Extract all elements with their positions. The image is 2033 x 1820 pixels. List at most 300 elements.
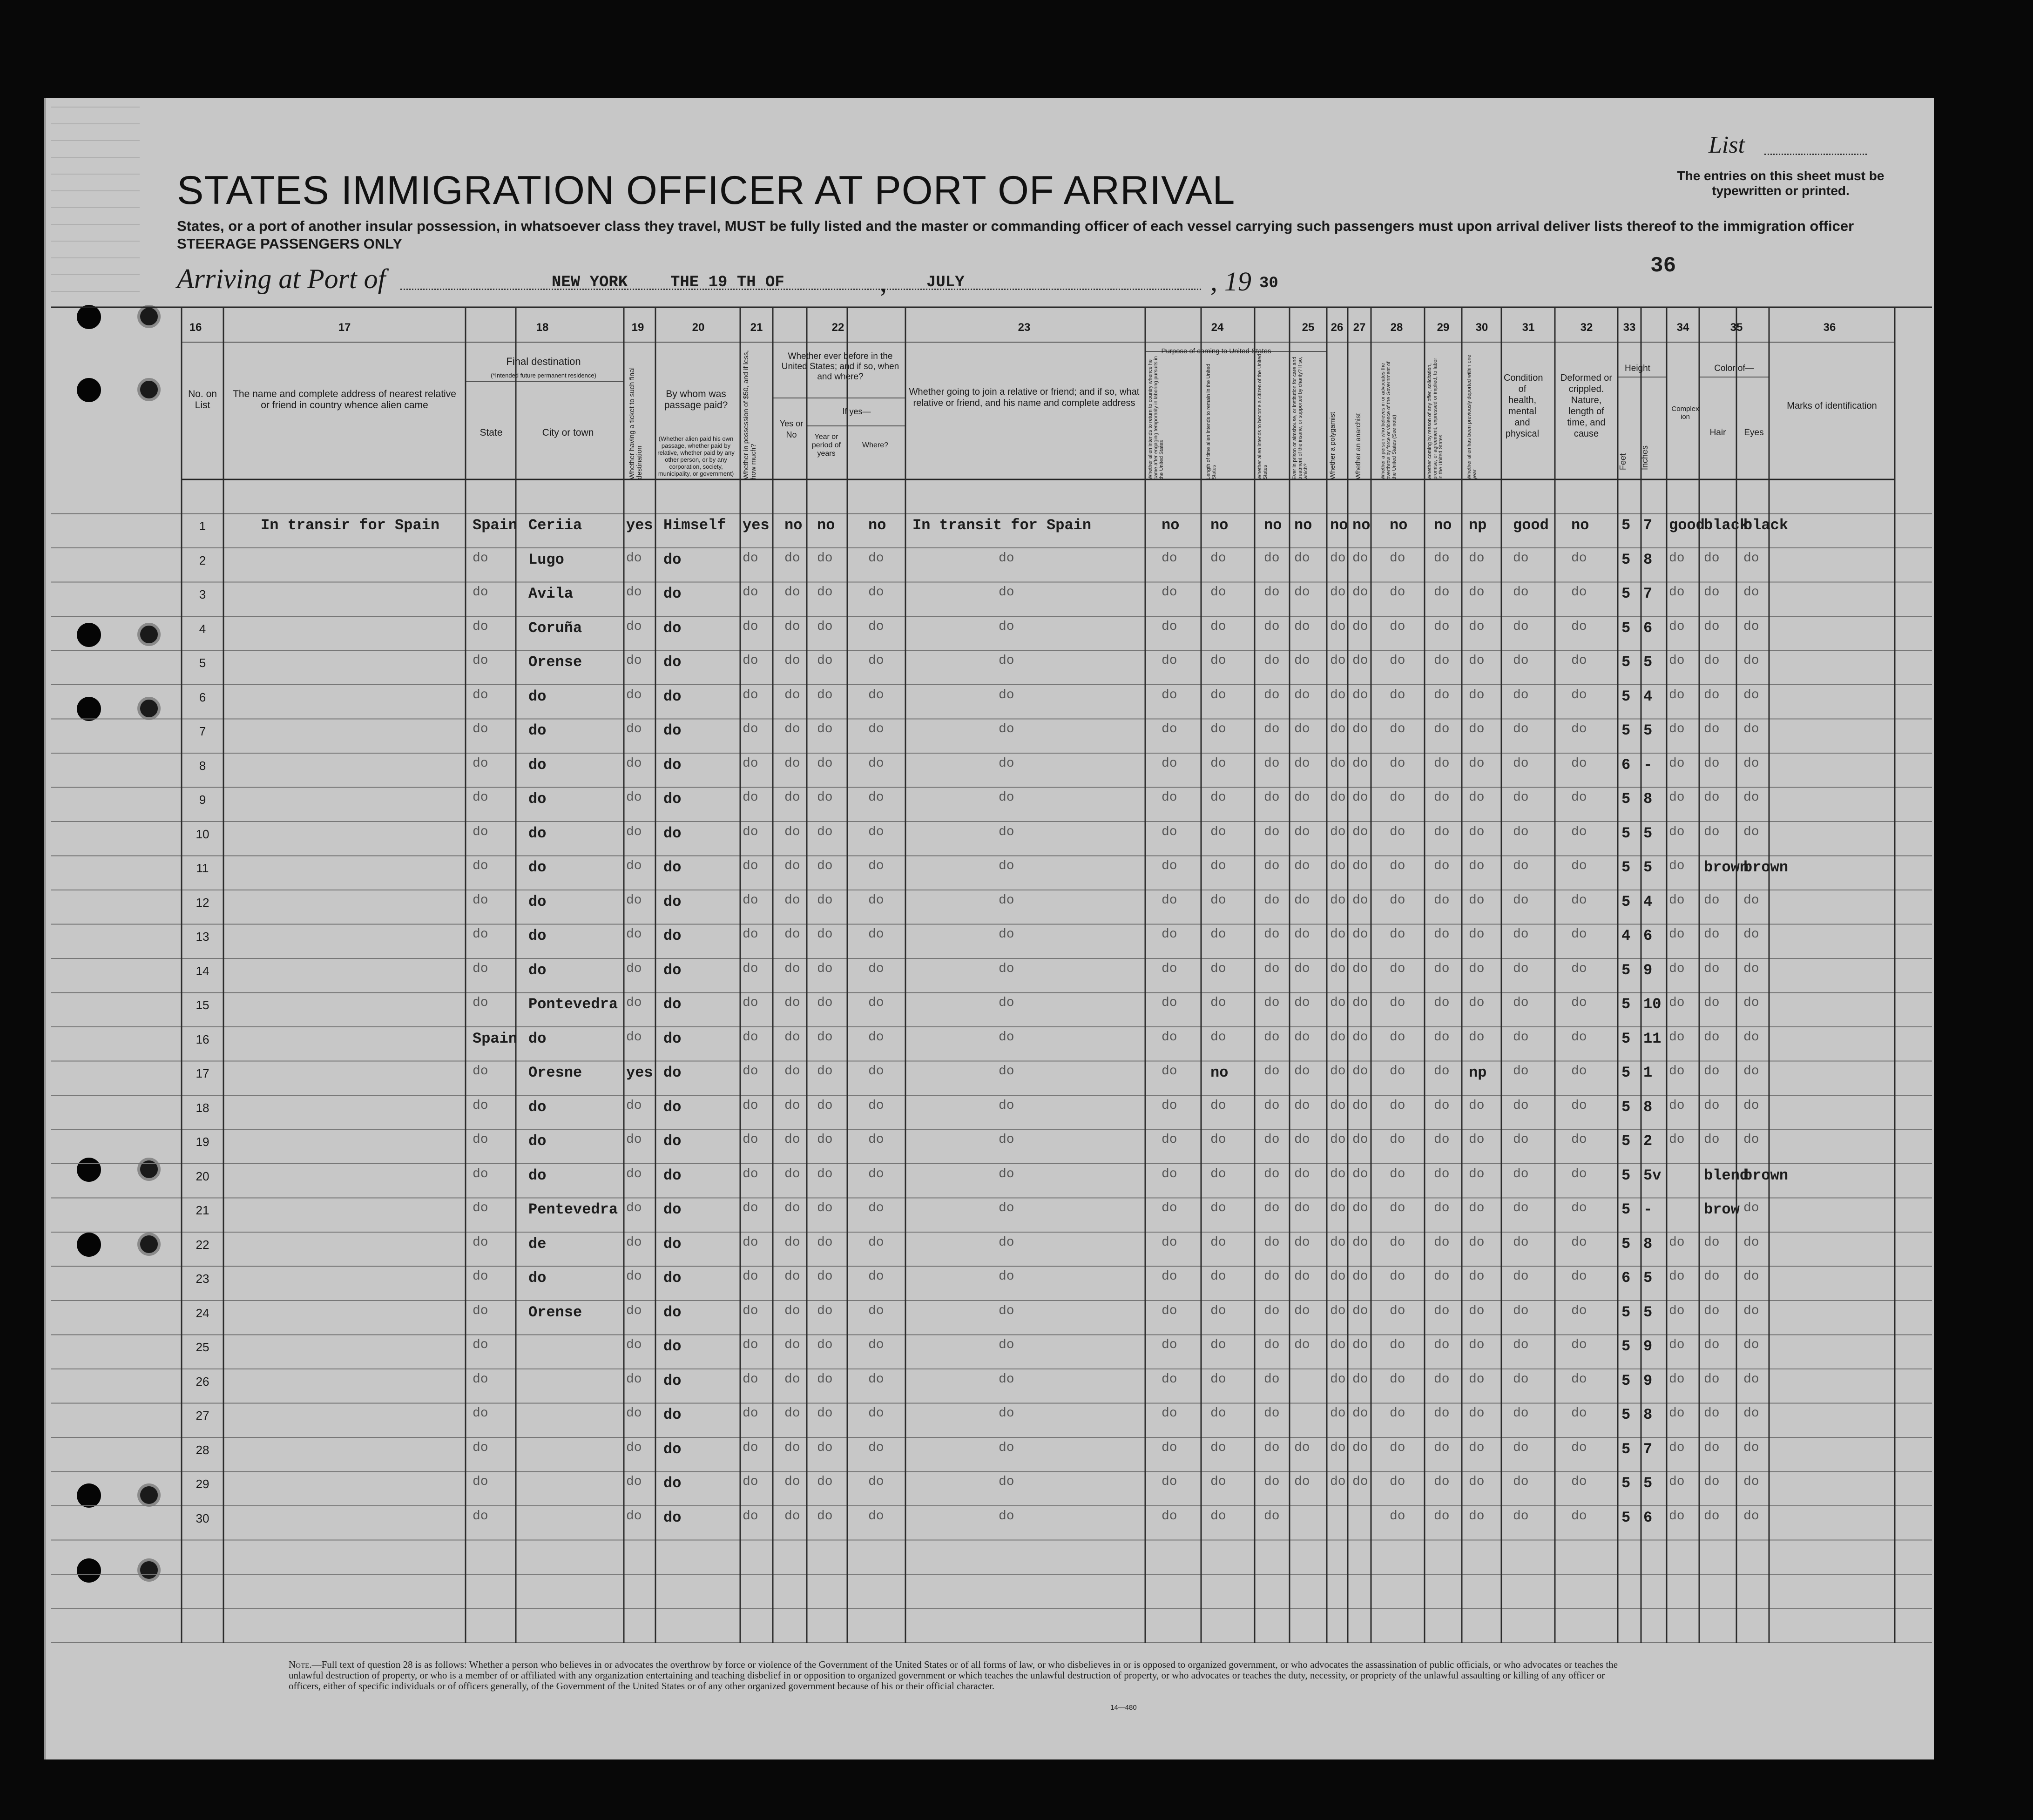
cell-p3: do [1264, 961, 1280, 976]
punch-hole [77, 305, 101, 329]
cell-c21: do [743, 1030, 758, 1045]
column-number: 27 [1353, 321, 1366, 334]
cell-health: do [1513, 1475, 1529, 1489]
cell-paid: do [663, 722, 682, 739]
cell-c28: do [1390, 1132, 1405, 1147]
cell-health: do [1513, 1201, 1529, 1215]
cell-c29: do [1434, 961, 1450, 976]
arrival-date: THE 19 TH OF [670, 274, 784, 291]
cell-p1: do [1162, 654, 1177, 668]
cell-city: de [528, 1235, 547, 1253]
cell-c27: do [1352, 790, 1368, 805]
cell-health: do [1513, 688, 1529, 702]
cell-c27: do [1352, 1475, 1368, 1489]
cell-c25: do [1294, 1098, 1310, 1113]
cell-comp: do [1669, 859, 1685, 873]
row-number: 22 [196, 1237, 209, 1252]
cell-c25: do [1294, 1440, 1310, 1455]
cell-paid: do [663, 1406, 682, 1423]
cell-paid: do [663, 927, 682, 944]
cell-health: do [1513, 927, 1529, 942]
cell-state: do [473, 619, 488, 634]
cell-p1: do [1162, 1098, 1177, 1113]
cell-eyes: do [1743, 1064, 1759, 1079]
cell-ft: 5 [1621, 1509, 1631, 1526]
cell-c30: do [1469, 1132, 1485, 1147]
cell-c27: do [1352, 654, 1368, 668]
cell-hair: do [1704, 893, 1720, 908]
cell-paid: do [663, 1338, 682, 1355]
cell-comp: good [1669, 517, 1705, 534]
cell-c21: do [743, 1235, 758, 1250]
cell-c29: do [1434, 1201, 1450, 1215]
arrival-year-suffix: 30 [1259, 275, 1278, 292]
header-inches: Inches [1640, 445, 1649, 470]
cell-eyes: do [1743, 585, 1759, 600]
header-eyes: Eyes [1744, 428, 1764, 438]
cell-eyes: do [1743, 1406, 1759, 1421]
cell-c21: do [743, 1372, 758, 1387]
cell-c26: do [1330, 893, 1346, 908]
punch-hole [77, 1483, 101, 1508]
cell-health: do [1513, 1132, 1529, 1147]
cell-ft: 5 [1621, 790, 1631, 808]
cell-c22a: do [784, 1064, 800, 1079]
cell-c30: do [1469, 1509, 1485, 1523]
cell-comp: do [1669, 1440, 1685, 1455]
cell-c27: do [1352, 996, 1368, 1010]
cell-c22a: do [784, 1098, 800, 1113]
cell-tk: yes [626, 517, 653, 534]
cell-c22c: do [868, 1132, 884, 1147]
cell-c26: do [1330, 1303, 1346, 1318]
punch-hole [77, 697, 101, 721]
cell-eyes: do [1743, 1269, 1759, 1284]
cell-in: 5 [1643, 824, 1653, 842]
cell-c27: do [1352, 1235, 1368, 1250]
cell-p3: do [1264, 619, 1280, 634]
cell-def: do [1571, 1132, 1587, 1147]
cell-def: do [1571, 1372, 1587, 1387]
cell-c22b: do [817, 1235, 833, 1250]
cell-tk: do [626, 756, 642, 771]
cell-c29: do [1434, 1303, 1450, 1318]
cell-c22b: do [817, 1406, 833, 1421]
cell-state: do [473, 927, 488, 942]
cell-c25: do [1294, 790, 1310, 805]
cell-def: do [1571, 790, 1587, 805]
cell-join: do [999, 1132, 1014, 1147]
cell-c29: do [1434, 1509, 1450, 1523]
cell-c29: do [1434, 1064, 1450, 1079]
header-height: Height [1625, 364, 1650, 373]
cell-hair: do [1704, 1303, 1720, 1318]
cell-health: do [1513, 1303, 1529, 1318]
cell-hair: do [1704, 585, 1720, 600]
cell-join: do [999, 790, 1014, 805]
cell-comp: do [1669, 619, 1685, 634]
cell-def: do [1571, 893, 1587, 908]
cell-eyes: do [1743, 996, 1759, 1010]
cell-c26: do [1330, 1098, 1346, 1113]
cell-c22b: do [817, 1030, 833, 1045]
cell-p1: do [1162, 1064, 1177, 1079]
cell-c26: do [1330, 688, 1346, 702]
cell-c22c: do [868, 1406, 884, 1421]
cell-c27: do [1352, 619, 1368, 634]
cell-p2: do [1210, 961, 1226, 976]
cell-c22a: do [784, 756, 800, 771]
cell-p3: do [1264, 1475, 1280, 1489]
header-color-of: Color of— [1714, 364, 1754, 373]
column-number: 19 [631, 321, 644, 334]
cell-comp: do [1669, 585, 1685, 600]
cell-c22c: do [868, 654, 884, 668]
cell-join: do [999, 1166, 1014, 1181]
cell-def: do [1571, 1475, 1587, 1489]
cell-def: do [1571, 859, 1587, 873]
cell-c25: do [1294, 927, 1310, 942]
cell-c30: do [1469, 1406, 1485, 1421]
punch-hole [137, 378, 161, 401]
cell-ft: 5 [1621, 585, 1631, 602]
cell-p3: do [1264, 756, 1280, 771]
cell-c26: do [1330, 1166, 1346, 1181]
row-number: 10 [196, 827, 209, 841]
cell-comp: do [1669, 1475, 1685, 1489]
punch-hole [77, 1558, 101, 1583]
cell-p3: do [1264, 722, 1280, 736]
header-joining: Whether going to join a relative or friend; and if so, what relative or friend, and his name and complete address [909, 387, 1140, 408]
row-number: 13 [196, 930, 209, 944]
row-number: 14 [196, 964, 209, 978]
cell-ft: 5 [1621, 722, 1631, 739]
cell-c27: do [1352, 1372, 1368, 1387]
cell-rel: In transir for Spain [261, 517, 440, 534]
cell-c30: do [1469, 996, 1485, 1010]
cell-c27: do [1352, 585, 1368, 600]
cell-eyes: do [1743, 756, 1759, 771]
cell-p3: do [1264, 1132, 1280, 1147]
header-complexion: Complexion [1671, 405, 1699, 421]
cell-c27: do [1352, 756, 1368, 771]
cell-eyes: brown [1743, 859, 1789, 876]
cell-c22c: do [868, 1166, 884, 1181]
cell-paid: do [663, 1475, 682, 1492]
column-number: 17 [338, 321, 351, 334]
cell-p3: do [1264, 1303, 1280, 1318]
cell-c22a: do [784, 1440, 800, 1455]
cell-c26: do [1330, 1235, 1346, 1250]
cell-join: do [999, 1064, 1014, 1079]
cell-eyes: do [1743, 790, 1759, 805]
cell-state: do [473, 1372, 488, 1387]
cell-c21: do [743, 722, 758, 736]
cell-c25: do [1294, 1338, 1310, 1352]
cell-c29: do [1434, 585, 1450, 600]
cell-hair: blend [1704, 1166, 1749, 1184]
cell-health: do [1513, 1235, 1529, 1250]
cell-c22a: do [784, 1303, 800, 1318]
cell-city: do [528, 756, 547, 774]
cell-ft: 5 [1621, 654, 1631, 671]
cell-c22c: do [868, 756, 884, 771]
cell-c25: do [1294, 654, 1310, 668]
cell-join: do [999, 551, 1014, 566]
cell-hair: do [1704, 1269, 1720, 1284]
cell-p3: do [1264, 893, 1280, 908]
column-number: 28 [1390, 321, 1403, 334]
cell-health: do [1513, 1269, 1529, 1284]
cell-ft: 5 [1621, 1235, 1631, 1253]
cell-ft: 5 [1621, 1338, 1631, 1355]
row-number: 6 [199, 690, 206, 704]
cell-hair: do [1704, 551, 1720, 566]
cell-tk: do [626, 1406, 642, 1421]
cell-in: 6 [1643, 619, 1653, 637]
row-number: 24 [196, 1306, 209, 1320]
cell-c22b: do [817, 859, 833, 873]
cell-c30: do [1469, 1303, 1485, 1318]
cell-in: 2 [1643, 1132, 1653, 1150]
cell-eyes: do [1743, 1509, 1759, 1523]
cell-c30: do [1469, 1372, 1485, 1387]
cell-state: do [473, 961, 488, 976]
cell-city: Lugo [528, 551, 564, 568]
cell-ft: 5 [1621, 688, 1631, 705]
cell-def: do [1571, 1235, 1587, 1250]
cell-c25: do [1294, 961, 1310, 976]
cell-p3: do [1264, 1406, 1280, 1421]
cell-c30: do [1469, 654, 1485, 668]
cell-ft: 5 [1621, 551, 1631, 568]
cell-c30: do [1469, 1269, 1485, 1284]
row-number: 3 [199, 587, 206, 601]
cell-health: do [1513, 756, 1529, 771]
cell-join: do [999, 996, 1014, 1010]
cell-eyes: do [1743, 722, 1759, 736]
cell-p2: no [1210, 1064, 1229, 1081]
cell-c25: do [1294, 893, 1310, 908]
cell-c27: do [1352, 1166, 1368, 1181]
cell-p2: do [1210, 1030, 1226, 1045]
cell-hair: do [1704, 1440, 1720, 1455]
cell-c28: do [1390, 551, 1405, 566]
cell-c21: do [743, 1166, 758, 1181]
cell-c22a: do [784, 654, 800, 668]
cell-c22c: do [868, 859, 884, 873]
cell-c26: do [1330, 722, 1346, 736]
cell-comp: do [1669, 1338, 1685, 1352]
cell-eyes: do [1743, 1098, 1759, 1113]
cell-c27: do [1352, 1269, 1368, 1284]
cell-c29: do [1434, 893, 1450, 908]
cell-c25: do [1294, 1201, 1310, 1215]
cell-c26: do [1330, 756, 1346, 771]
cell-c22c: do [868, 1440, 884, 1455]
cell-def: no [1571, 517, 1589, 534]
cell-c22b: do [817, 756, 833, 771]
cell-state: do [473, 824, 488, 839]
cell-health: do [1513, 893, 1529, 908]
cell-c27: no [1352, 517, 1371, 534]
row-number: 19 [196, 1135, 209, 1149]
cell-c27: do [1352, 961, 1368, 976]
cell-p1: do [1162, 790, 1177, 805]
cell-paid: do [663, 1269, 682, 1287]
column-number: 16 [189, 321, 202, 334]
cell-p1: do [1162, 996, 1177, 1010]
cell-p3: do [1264, 1338, 1280, 1352]
cell-c21: do [743, 859, 758, 873]
cell-c28: do [1390, 688, 1405, 702]
cell-c21: do [743, 1440, 758, 1455]
cell-city: Avila [528, 585, 574, 602]
cell-p2: do [1210, 1132, 1226, 1147]
cell-p2: do [1210, 1269, 1226, 1284]
cell-hair: do [1704, 1509, 1720, 1523]
cell-c22b: do [817, 1509, 833, 1523]
cell-c22a: do [784, 1372, 800, 1387]
cell-state: do [473, 688, 488, 702]
cell-p2: do [1210, 1440, 1226, 1455]
cell-p2: do [1210, 996, 1226, 1010]
cell-comp: do [1669, 1064, 1685, 1079]
punch-hole [137, 623, 161, 646]
cell-c21: do [743, 893, 758, 908]
cell-c21: do [743, 996, 758, 1010]
cell-c30: do [1469, 859, 1485, 873]
cell-comp: do [1669, 688, 1685, 702]
cell-comp: do [1669, 996, 1685, 1010]
header-no-on-list: No. on List [188, 389, 217, 411]
cell-c22b: do [817, 619, 833, 634]
cell-c22a: do [784, 859, 800, 873]
cell-state: do [473, 1166, 488, 1181]
cell-c26: do [1330, 1064, 1346, 1079]
cell-c21: do [743, 1132, 758, 1147]
header-purpose: Purpose of coming to United States [1161, 347, 1271, 355]
cell-c29: do [1434, 1338, 1450, 1352]
cell-c22a: do [784, 1235, 800, 1250]
cell-c22a: do [784, 1509, 800, 1523]
cell-in: 8 [1643, 1098, 1653, 1116]
cell-health: do [1513, 619, 1529, 634]
cell-state: do [473, 585, 488, 600]
cell-state: do [473, 1440, 488, 1455]
cell-p3: do [1264, 824, 1280, 839]
cell-c22c: do [868, 790, 884, 805]
row-number: 27 [196, 1409, 209, 1422]
cell-c21: yes [743, 517, 770, 534]
cell-ft: 5 [1621, 1064, 1631, 1081]
cell-c22a: do [784, 996, 800, 1010]
column-number: 34 [1676, 321, 1689, 334]
cell-c29: do [1434, 1440, 1450, 1455]
cell-c22b: do [817, 1372, 833, 1387]
cell-p2: do [1210, 1338, 1226, 1352]
cell-c22a: do [784, 722, 800, 736]
cell-city: Orense [528, 1303, 582, 1321]
cell-tk: do [626, 961, 642, 976]
cell-c28: do [1390, 961, 1405, 976]
cell-join: do [999, 688, 1014, 702]
cell-comp: do [1669, 722, 1685, 736]
cell-c25: do [1294, 551, 1310, 566]
cell-c28: do [1390, 722, 1405, 736]
cell-hair: do [1704, 1030, 1720, 1045]
cell-tk: do [626, 1098, 642, 1113]
cell-paid: do [663, 688, 682, 705]
header-where: Where? [862, 441, 889, 449]
cell-c30: do [1469, 688, 1485, 702]
cell-city: do [528, 722, 547, 739]
column-number: 24 [1211, 321, 1224, 334]
cell-c30: np [1469, 517, 1487, 534]
row-number: 17 [196, 1066, 209, 1080]
row-number: 5 [199, 656, 206, 670]
cell-c26: do [1330, 996, 1346, 1010]
cell-comp: do [1669, 1030, 1685, 1045]
cell-p2: do [1210, 1166, 1226, 1181]
cell-c26: do [1330, 1338, 1346, 1352]
cell-eyes: do [1743, 1201, 1759, 1215]
cell-c30: do [1469, 1440, 1485, 1455]
cell-c22b: do [817, 654, 833, 668]
cell-c22b: do [817, 824, 833, 839]
cell-c22c: do [868, 551, 884, 566]
cell-paid: do [663, 824, 682, 842]
cell-c28: do [1390, 1372, 1405, 1387]
cell-c29: do [1434, 551, 1450, 566]
cell-c22c: do [868, 1475, 884, 1489]
cell-join: In transit for Spain [912, 517, 1092, 534]
cell-p1: do [1162, 585, 1177, 600]
cell-paid: do [663, 1201, 682, 1218]
cell-c25: do [1294, 1132, 1310, 1147]
cell-p2: no [1210, 517, 1229, 534]
cell-p2: do [1210, 1098, 1226, 1113]
cell-c22c: do [868, 1269, 884, 1284]
cell-p1: do [1162, 1440, 1177, 1455]
row-number: 7 [199, 724, 206, 738]
cell-p1: do [1162, 1372, 1177, 1387]
cell-paid: do [663, 585, 682, 602]
arriving-blank [400, 289, 1201, 290]
cell-state: do [473, 893, 488, 908]
cell-p2: do [1210, 1201, 1226, 1215]
cell-p1: do [1162, 1166, 1177, 1181]
cell-city: do [528, 790, 547, 808]
cell-c21: do [743, 1475, 758, 1489]
cell-c22b: do [817, 585, 833, 600]
cell-city: do [528, 1269, 547, 1287]
cell-tk: do [626, 790, 642, 805]
cell-c25: do [1294, 1235, 1310, 1250]
cell-eyes: do [1743, 619, 1759, 634]
punch-hole [77, 623, 101, 647]
cell-paid: do [663, 1064, 682, 1081]
cell-tk: do [626, 996, 642, 1010]
arrival-year-prefix: , 19 [1210, 266, 1251, 297]
sheet-number: 36 [1650, 254, 1676, 278]
header-feet: Feet [1618, 453, 1628, 470]
cell-ft: 5 [1621, 517, 1631, 534]
cell-in: 11 [1643, 1030, 1662, 1047]
cell-comp: do [1669, 1132, 1685, 1147]
cell-join: do [999, 1440, 1014, 1455]
header-col30: Whether alien has been previously deported within one year [1466, 355, 1478, 479]
